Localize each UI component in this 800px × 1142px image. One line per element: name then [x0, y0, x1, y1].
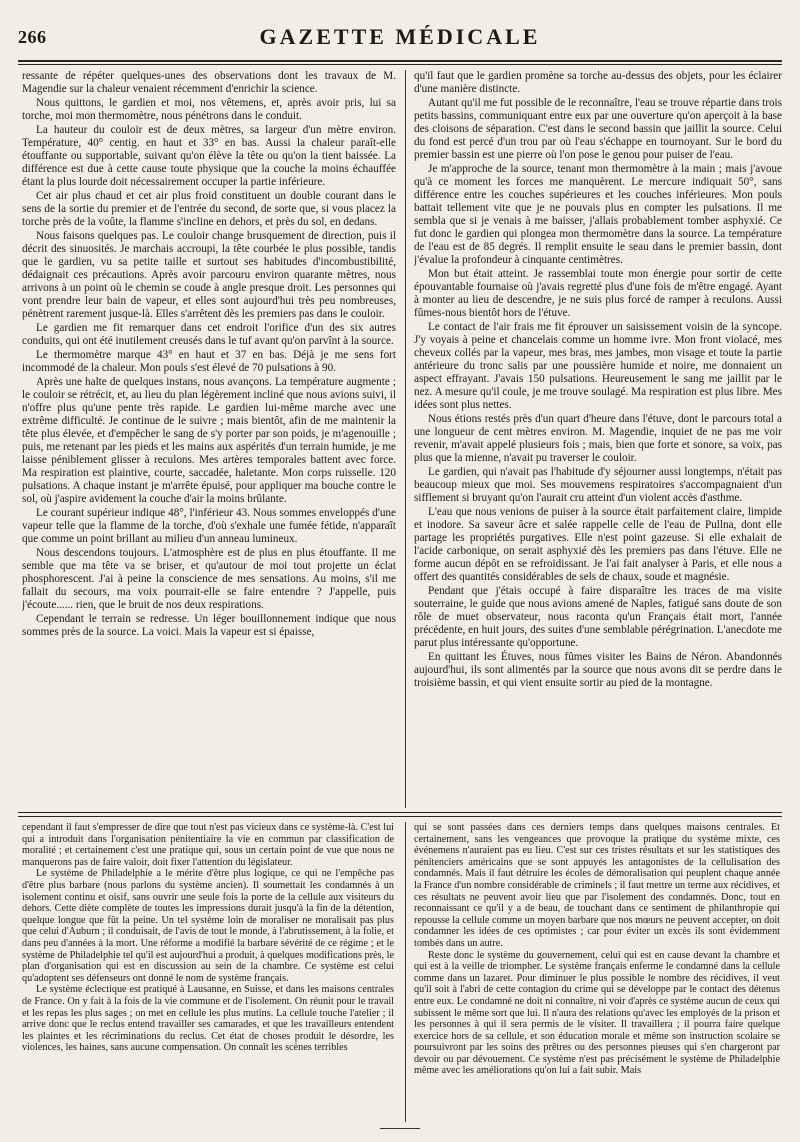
header-rule-thin — [18, 64, 782, 65]
feuilleton-section — [22, 822, 782, 1122]
paragraph: La hauteur du couloir est de deux mètres, sa largeur d'un mètre environ. Température, 40° centig. en haut et 33° en bas. Aussi la chaleur paraît-elle étouffante ou supportable, suivant qu'on élève la tête ou qu'on la tient baissée. La différence est due à cette cause toute physique que la couche la moins échauffée étant la plus lourde doit nécessairement occuper la partie inférieure. — [22, 124, 396, 188]
paragraph: qu'il faut que le gardien promène sa torche au-dessus des objets, pour les éclairer d'une manière distincte. — [414, 70, 782, 95]
paragraph: En quittant les Étuves, nous fûmes visiter les Bains de Néron. Abandonnés aujourd'hui, ils sont alimentés par la source que nous avons dit se perdre dans le troisième bassin, et qui vient ensuite sortir au pied de la montagne. — [414, 651, 782, 689]
paragraph: Nous faisons quelques pas. Le couloir change brusquement de direction, puis il décrit des sinuosités. Je marchais accroupi, la tête courbée le plus possible, tandis que le gardien, vu sa petite taille et surtout ses habitudes d'incombustibilité, dédaignait ces précautions. Après avoir parcouru environ quarante mètres, nous arrivons à un point où le chemin se coude à angle presque droit. Les personnes qui vont prendre leur bain de vapeur, et elles sont aujourd'hui très peu nombreuses, pénètrent rarement jusque-là. Elles s'arrêtent dès les premiers pas dans le couloir. — [22, 230, 396, 320]
header-rule — [18, 60, 782, 62]
paragraph: Le système de Philadelphie a le mérite d'être plus logique, ce qui ne l'empêche pas d'être plus barbare (nous parlons du système ancien). Il soumettait les condamnés à un isolement continu et oisif, sans ouvrir une seule fois la porte de la cellule aux visiteurs du dehors. Cette diète complète de toutes les impressions durait jusqu'à la fin de la détention, quelque longue que fût la peine. Un tel système loin de moraliser ne moralisait pas plus que celui d'Auburn ; il conduisait, de l'avis de tout le monde, à l'abrutissement, à la folie, et dans peu d'années à la mort. Une réforme a modifié la barbare sévérité de ce régime ; et le système de Philadelphie tel qu'il est aujourd'hui a produit, à quelques modifications près, le plan d'organisation qui est en discussion au sein de la chambre. Ce système est celui qu'adoptent ses défenseurs ont donné le nom de système français. — [22, 868, 394, 984]
journal-title: GAZETTE MÉDICALE — [259, 24, 541, 49]
paragraph: Le système éclectique est pratiqué à Lausanne, en Suisse, et dans les maisons centrales de France. On y fait à la fois de la vie commune et de l'isolement. On réunit pour le travail et les repas les plus sages ; on met en cellule les plus mutins. La cellule touche l'atelier ; il arrive donc que le reclus entend travailler ses camarades, et que les travailleurs entendent les plaintes et les récriminations du reclus. Cet état de choses produit le désordre, les violences, les haines, sans aucune compensation. On connaît les scènes terribles — [22, 984, 394, 1054]
feuilleton-column-right — [414, 822, 780, 1122]
paragraph: Nous étions restés près d'un quart d'heure dans l'étuve, dont le parcours total a une longueur de cent mètres environ. M. Magendie, inquiet de ne pas me voir revenir, m'avait appelé plusieurs fois ; mais, bien que forte et sonore, sa voix, pas plus que la mienne, n'avait pu traverser le couloir. — [414, 413, 782, 464]
paragraph: Autant qu'il me fut possible de le reconnaître, l'eau se trouve répartie dans trois petits bassins, communiquant entre eux par une ouverture qu'on aperçoit à la base des cloisons de séparation. C'est dans le second bassin que jaillit la source. Celui du fond est percé d'un trou par où l'eau s'échappe en tournoyant. Sur le bord du premier bassin est une pierre où l'on pose le genou pour puiser de l'eau. — [414, 97, 782, 161]
section-rule — [18, 812, 782, 813]
section-rule-thin — [18, 816, 782, 817]
page-number: 266 — [18, 26, 47, 47]
paragraph: cependant il faut s'empresser de dire que tout n'est pas vicieux dans ce système-là. C'est lui qui a introduit dans l'organisation pénitentiaire la vie en commun par classification de moralité ; et certainement c'est une pratique qui, sous un certain point de vue que nous ne manquerons pas de faire valoir, doit fixer l'attention du législateur. — [22, 822, 394, 868]
paragraph: Nous descendons toujours. L'atmosphère est de plus en plus étouffante. Il me semble que ma tête va se briser, et qu'autour de moi tout projette un éclat phosphorescent. J'ai à peine la conscience de mes sensations. Au moins, s'il me fallait du secours, ma voix pourrait-elle se faire entendre ? J'appelle, puis j'écoute...... rien, que le bruit de nos deux respirations. — [22, 547, 396, 611]
column-divider-lower — [405, 822, 406, 1122]
paragraph: Cet air plus chaud et cet air plus froid constituent un double courant dans le sens de la sortie du premier et de l'entrée du second, de sorte que, si vous placez la torche près de la voûte, la flamme s'incline en dehors, et près du sol, en dedans. — [22, 190, 396, 228]
paragraph: L'eau que nous venions de puiser à la source était parfaitement claire, limpide et inodore. Sa saveur âcre et salée rappelle celle de l'eau de Pullna, dont elle partage les propriétés purgatives. Elle n'est point gazeuse. Si elle exhalait de l'acide carbonique, on serait asphyxié dès les premiers pas dans l'étuve. Elle ne forme aucun dépôt en se refroidissant. Je l'ai fait analyser à Paris, et elle nous a offert des quantités considérables de sels de chaux, soude et magnésie. — [414, 506, 782, 583]
paragraph: Le contact de l'air frais me fit éprouver un saisissement voisin de la syncope. J'y voyais à peine et chancelais comme un homme ivre. Mon front violacé, mes cheveux collés par la vapeur, mes bras, mes jambes, mon visage et toute la partie antérieure du tronc salis par une poussière humide et noire, me donnaient un aspect effrayant. J'avais 150 pulsations. Heureusement le sang me jaillit par le nez. A mesure qu'il coule, je me trouve soulagé. Ma respiration est plus libre. Mes idées sont plus nettes. — [414, 321, 782, 411]
paragraph: ressante de répéter quelques-unes des observations dont les travaux de M. Magendie sur la chaleur venaient récemment d'enrichir la science. — [22, 70, 396, 95]
paragraph: Je m'approche de la source, tenant mon thermomètre à la main ; mais j'avoue qu'à ce moment les forces me manquèrent. Le mercure indiquait 50°, sans différence entre les couches supérieures et les couches inférieures. Mon pouls battait tellement vite que je ne pouvais plus en compter les pulsations. Il me sembla que si je venais à me baisser, j'allais probablement tomber asphyxié. Ce fut donc le gardien qui plongea mon thermomètre dans la source. La température de l'eau est de 85 degrés. Il remplit ensuite le seau dans le premier bassin, dont j'évalue la profondeur à cinquante centimètres. — [414, 163, 782, 266]
page-header — [18, 20, 782, 54]
article-column-left — [22, 70, 396, 808]
column-divider — [405, 70, 406, 808]
article-column-right — [414, 70, 782, 808]
paragraph: Le thermomètre marque 43° en haut et 37 en bas. Déjà je me sens fort incommodé de la chaleur. Mon pouls s'est élevé de 70 pulsations à 90. — [22, 349, 396, 374]
paragraph: Après une halte de quelques instans, nous avançons. La température augmente ; le couloir se rétrécit, et, au lieu du plan légèrement incliné que nous avions suivi, il n'offre plus qu'une pente très rapide. Le gardien lui-même marche avec une extrême difficulté. Je continue de le suivre ; mais bientôt, afin de me maintenir la tête plus élevée, et d'empêcher le sang de s'y porter par son poids, je m'agenouille ; puis, me retenant par les pieds et les mains aux aspérités d'un terrain humide, je me laisse péniblement glisser à reculons. Mes artères temporales battent avec force. Ma respiration est plaintive, courte, saccadée, haletante. Mon corps ruisselle. 120 pulsations. A chaque instant je m'arrête épuisé, pour appliquer ma bouche contre le sol, où j'aspire avidement la couche d'air la moins brûlante. — [22, 376, 396, 505]
paragraph: Le courant supérieur indique 48°, l'inférieur 43. Nous sommes enveloppés d'une vapeur telle que la flamme de la torche, d'où s'exhale une fumée fétide, n'apparaît que comme un point brillant au milieu d'un anneau lumineux. — [22, 507, 396, 545]
paragraph: qui se sont passées dans ces derniers temps dans quelques maisons centrales. Et certainement, sans les vengeances que provoque la pratique du système mixte, ces événemens n'auraient pas eu lieu. C'est sur ces tristes résultats et sur les statistiques des pénitenciers américains que se sont appuyés les antagonistes de la cellulisation des condamnés. Mais il faut détruire les écoles de démoralisation qui peuplent chaque année la France d'un nombre considérable de criminels ; il faut mettre un terme aux récidives, et ces résultats ne peuvent avoir lieu que par l'isolement des condamnés. Donc, tout en reconnaissant ce qu'il y a de beau, de touchant dans ce sentiment de philanthropie qui repousse la cellule comme un moyen barbare que nos mœurs ne peuvent accepter, on doit condamner les idées de ces optimistes ; car pour éviter un excès ils sont évidemment tombés dans un autre. — [414, 822, 780, 949]
paragraph: Reste donc le système du gouvernement, celui qui est en cause devant la chambre et qui est à la veille de triompher. Le système français enferme le condamné dans la cellule comme dans un lazaret. Pour diminuer le plus possible le nombre des récidives, il veut qu'il soit à l'abri de cette contagion du crime qui se développe par le contact des détenus entre eux. Le condamné ne doit ni connaître, ni voir d'après ce système aucun de ceux qui subissent le même sort que lui. Il n'aura des relations qu'avec les employés de la prison et les personnes à qui il sera permis de le visiter. Il travaillera ; il pourra faire quelque exercice hors de sa cellule, et son éducation morale et même son instruction scolaire se poursuivront par les soins des prêtres ou des personnes pieuses qui s'en chargeront par devoir ou par dévouement. Ce système n'est pas précisément le système de Philadelphie même avec les améliorations qu'on lui a fait subir. Mais — [414, 949, 780, 1077]
bottom-ornament — [380, 1128, 420, 1129]
feuilleton-column-left — [22, 822, 394, 1122]
paragraph: Le gardien me fit remarquer dans cet endroit l'orifice d'un des six autres conduits, qui ont été inutilement creusés dans le tuf avant qu'on parvînt à la source. — [22, 322, 396, 347]
paragraph: Nous quittons, le gardien et moi, nos vêtemens, et, après avoir pris, lui sa torche, moi mon thermomètre, nous pénétrons dans le conduit. — [22, 97, 396, 122]
paragraph: Cependant le terrain se redresse. Un léger bouillonnement indique que nous sommes près de la source. La voici. Mais la vapeur est si épaisse, — [22, 613, 396, 638]
paragraph: Mon but était atteint. Je rassemblai toute mon énergie pour sortir de cette épouvantable fournaise où j'avais regretté plus d'une fois de m'être engagé. Ayant à monter au lieu de descendre, je ne suis plus forcé de ramper à reculons. Aussi fûmes-nous bientôt hors de l'étuve. — [414, 268, 782, 319]
paragraph: Le gardien, qui n'avait pas l'habitude d'y séjourner aussi longtemps, n'était pas beaucoup mieux que moi. Ses mouvemens respiratoires s'accompagnaient d'un sifflement si bruyant qu'on l'aurait cru atteint d'un violent accès d'asthme. — [414, 466, 782, 504]
article-main — [22, 70, 782, 808]
paragraph: Pendant que j'étais occupé à faire disparaître les traces de ma visite souterraine, le guide que nous avions amené de Naples, fatigué sans doute de son rôle de muet observateur, nous raconta qu'un Français était mort, l'année précédente, en huit jours, des suites d'une semblable pérégrination. L'anecdote me parut plus intéressante qu'opportune. — [414, 585, 782, 649]
